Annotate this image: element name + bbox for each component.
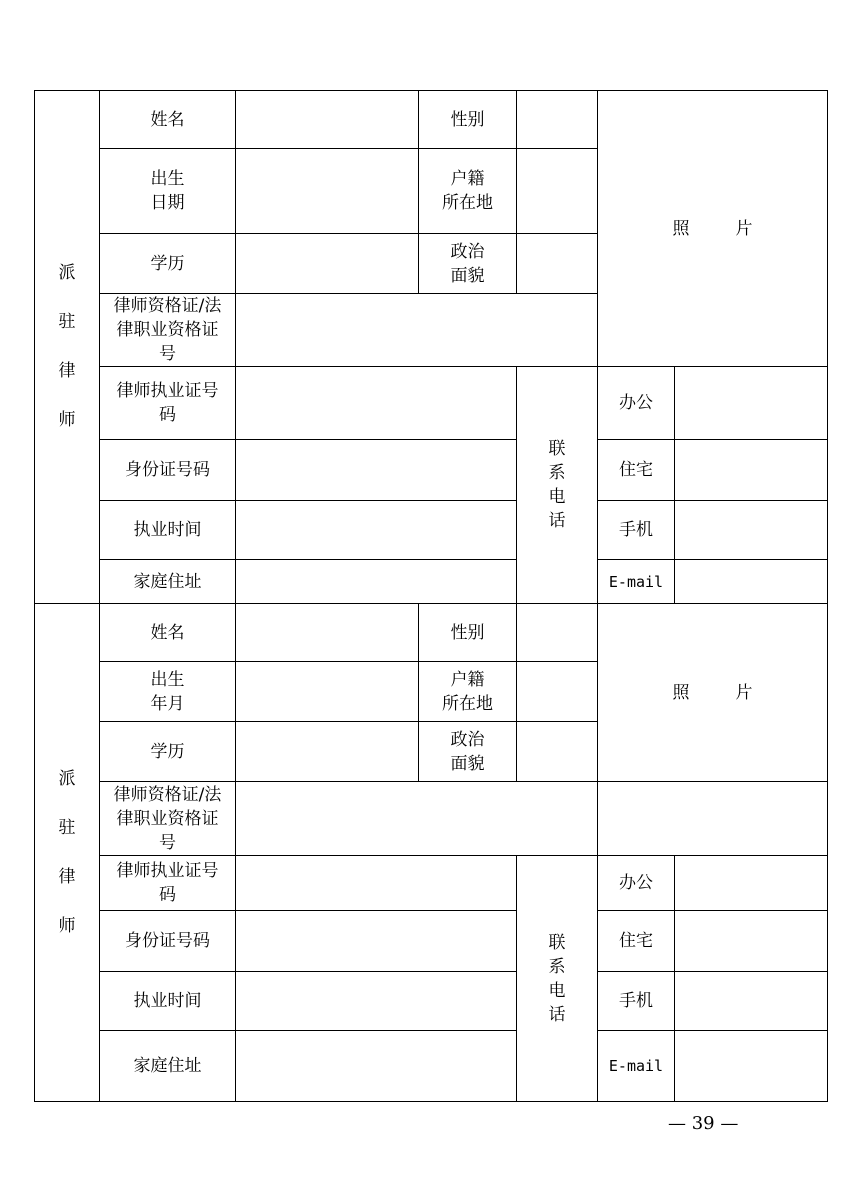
address-value-cell[interactable] <box>235 559 517 604</box>
qualification-value-cell[interactable] <box>235 293 598 367</box>
education-value-cell[interactable] <box>235 233 419 294</box>
photo-cell[interactable] <box>597 603 828 782</box>
hukou-value-cell[interactable] <box>516 661 598 722</box>
education-label: 学历 <box>99 233 236 294</box>
birth-label: 出生 年月 <box>99 661 236 722</box>
side-label <box>34 603 100 1102</box>
license-value-cell[interactable] <box>235 855 517 911</box>
office-value-cell[interactable] <box>674 366 828 440</box>
side-char: 驻 <box>58 817 76 838</box>
address-label: 家庭住址 <box>99 1030 236 1102</box>
idcard-value-cell[interactable] <box>235 439 517 501</box>
contact-char: 系 <box>548 463 566 483</box>
side-char: 驻 <box>58 312 76 332</box>
contact-char: 联 <box>548 932 566 953</box>
contact-char: 电 <box>548 980 566 1001</box>
practice-time-value-cell[interactable] <box>235 971 517 1031</box>
office-label: 办公 <box>597 855 675 911</box>
gender-value-cell[interactable] <box>516 90 598 149</box>
email-label: E-mail <box>597 559 675 604</box>
email-value-cell[interactable] <box>674 559 828 604</box>
hukou-label: 户籍 所在地 <box>418 148 517 234</box>
photo-cell[interactable] <box>597 90 828 367</box>
office-label: 办公 <box>597 366 675 440</box>
side-char: 师 <box>58 915 76 936</box>
side-char: 师 <box>58 410 76 430</box>
name-label: 姓名 <box>99 603 236 662</box>
politics-label: 政治 面貌 <box>418 721 517 782</box>
office-value-cell[interactable] <box>674 855 828 911</box>
idcard-label: 身份证号码 <box>99 439 236 501</box>
side-char: 律 <box>58 866 76 887</box>
photo-char: 片 <box>735 682 753 703</box>
practice-time-label: 执业时间 <box>99 500 236 560</box>
gender-label: 性别 <box>418 90 517 149</box>
license-value-cell[interactable] <box>235 366 517 440</box>
politics-value-cell[interactable] <box>516 721 598 782</box>
page-number: — 39 — <box>668 1113 739 1134</box>
home-label: 住宅 <box>597 439 675 501</box>
birth-value-cell[interactable] <box>235 148 419 234</box>
qualification-label: 律师资格证/法 律职业资格证 号 <box>99 781 236 856</box>
contact-phone-label <box>516 855 598 1102</box>
mobile-label: 手机 <box>597 971 675 1031</box>
name-value-cell[interactable] <box>235 90 419 149</box>
name-label: 姓名 <box>99 90 236 149</box>
side-char: 派 <box>58 768 76 789</box>
practice-time-label: 执业时间 <box>99 971 236 1031</box>
education-label: 学历 <box>99 721 236 782</box>
home-label: 住宅 <box>597 910 675 972</box>
mobile-label: 手机 <box>597 500 675 560</box>
idcard-value-cell[interactable] <box>235 910 517 972</box>
practice-time-value-cell[interactable] <box>235 500 517 560</box>
birth-label: 出生 日期 <box>99 148 236 234</box>
photo-char: 照 <box>672 218 690 239</box>
politics-value-cell[interactable] <box>516 233 598 294</box>
idcard-label: 身份证号码 <box>99 910 236 972</box>
license-label: 律师执业证号 码 <box>99 855 236 911</box>
email-value-cell[interactable] <box>674 1030 828 1102</box>
name-value-cell[interactable] <box>235 603 419 662</box>
photo-char: 照 <box>672 682 690 703</box>
photo-char: 片 <box>735 218 753 239</box>
photo-extra-cell[interactable] <box>597 781 828 856</box>
license-label: 律师执业证号 码 <box>99 366 236 440</box>
address-label: 家庭住址 <box>99 559 236 604</box>
contact-char: 联 <box>548 439 566 459</box>
home-value-cell[interactable] <box>674 910 828 972</box>
birth-value-cell[interactable] <box>235 661 419 722</box>
contact-phone-label <box>516 366 598 604</box>
address-value-cell[interactable] <box>235 1030 517 1102</box>
education-value-cell[interactable] <box>235 721 419 782</box>
mobile-value-cell[interactable] <box>674 971 828 1031</box>
home-value-cell[interactable] <box>674 439 828 501</box>
gender-label: 性别 <box>418 603 517 662</box>
contact-char: 话 <box>548 1004 566 1025</box>
side-label <box>34 90 100 604</box>
side-char: 律 <box>58 361 76 381</box>
mobile-value-cell[interactable] <box>674 500 828 560</box>
contact-char: 电 <box>548 487 566 507</box>
qualification-value-cell[interactable] <box>235 781 598 856</box>
qualification-label: 律师资格证/法 律职业资格证 号 <box>99 293 236 367</box>
gender-value-cell[interactable] <box>516 603 598 662</box>
contact-char: 系 <box>548 956 566 977</box>
side-char: 派 <box>58 263 76 283</box>
hukou-label: 户籍 所在地 <box>418 661 517 722</box>
hukou-value-cell[interactable] <box>516 148 598 234</box>
contact-char: 话 <box>548 511 566 531</box>
politics-label: 政治 面貌 <box>418 233 517 294</box>
email-label: E-mail <box>597 1030 675 1102</box>
